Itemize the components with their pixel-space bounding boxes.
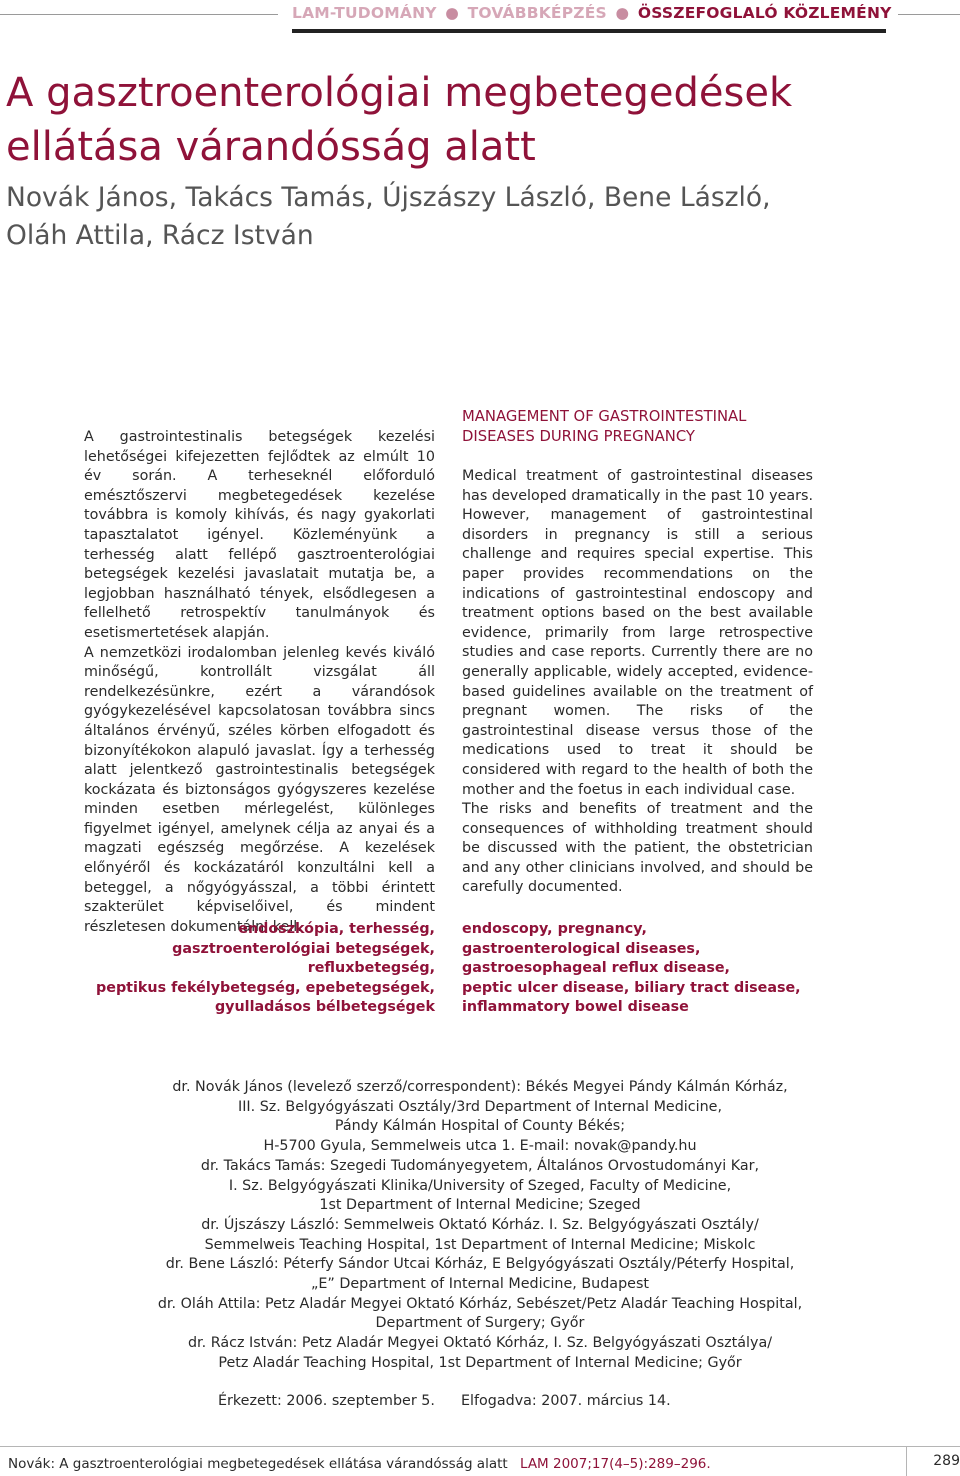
authors-line: Oláh Attila, Rácz István xyxy=(6,220,314,251)
affiliation-line: dr. Novák János (levelező szerző/correspondent): Békés Megyei Pándy Kálmán Kórház, xyxy=(172,1079,788,1095)
page-footer xyxy=(8,1456,711,1472)
affiliation-line: I. Sz. Belgyógyászati Klinika/University of Szeged, Faculty of Medicine, xyxy=(228,1177,732,1194)
header-underline xyxy=(292,29,886,33)
affiliation-line: dr. Takács Tamás: Szegedi Tudományegyetem, Általános Orvostudományi Kar, xyxy=(200,1157,760,1174)
affiliation-line: dr. Bene László: Péterfy Sándor Utcai Kórház, E Belgyógyászati Osztály/Péterfy Hospital, xyxy=(165,1256,795,1273)
abstract-en-paragraph: The risks and benefits of treatment and the consequences of withholding treatment should be discussed with the patient, the obstetrician and any other clinicians involved, and should be carefully documented. xyxy=(462,801,813,896)
english-title-line: DISEASES DURING PREGNANCY xyxy=(462,428,695,445)
keyword-line: peptikus fekélybetegség, epebetegségek, xyxy=(96,979,435,996)
page-number: 289 xyxy=(933,1453,960,1469)
header-rule-right xyxy=(898,14,960,15)
abstract-english-heading xyxy=(462,407,822,447)
affiliation-line: III. Sz. Belgyógyászati Osztály/3rd Department of Internal Medicine, xyxy=(237,1098,722,1115)
keyword-line: endoscopy, pregnancy, xyxy=(462,921,647,937)
affiliation-line: Semmelweis Teaching Hospital, 1st Department of Internal Medicine; Miskolc xyxy=(204,1236,756,1253)
english-title-line: MANAGEMENT OF GASTROINTESTINAL xyxy=(462,408,747,425)
keyword-line: gastroenterological diseases, xyxy=(462,940,701,957)
keywords-hungarian xyxy=(84,920,435,1018)
running-title: Novák: A gasztroenterológiai megbetegedések ellátása várandósság alatt xyxy=(8,1456,508,1472)
abstract-en-paragraph: Medical treatment of gastrointestinal diseases has developed dramatically in the past 10 years. However, management of gastrointestinal disorders in pregnancy is still a serious challenge and requires special expertise. This paper provides recommendations on the indications of gastrointestinal endoscopy and treatment options based on the best available evidence, primarily from large retrospective studies and case reports. Currently there are no generally applicable, widely accepted, evidence-based guidelines available on the treatment of pregnant women. The risks of the gastrointestinal disease versus those of the medications used to treat it should be considered with regard to the health of both the mother and the foetus in each individual case. xyxy=(462,468,813,798)
affiliation-line: Petz Aladár Teaching Hospital, 1st Department of Internal Medicine; Győr xyxy=(218,1354,742,1371)
affiliation-line: „E” Department of Internal Medicine, Budapest xyxy=(310,1276,649,1293)
abstract-hu-paragraph: A nemzetközi irodalomban jelenleg kevés kiváló minőségű, kontrollált vizsgálat áll rendelkezésünkre, ezért a várandósok gyógykezelésével kapcsolatosan továbbra sincs általános érvényű, széles körben elfogadott és bizonyítékokon alapuló javaslat. Így a terhesség alatt jelentkező gastrointestinalis betegségek kockázata és biztonságos gyógyszeres kezelése minden esetben mérlegelést, különleges figyelmet igényel, amelynek célja az anyai és a magzati egészség megőrzése. A kezelések előnyéről és kockázatáról konzultálni kell a beteggel, a nőgyógyásszal, a többi érintett szakterület képviselőivel, és mindent részletesen dokumentálni kell. xyxy=(84,644,435,935)
authors-line: Novák János, Takács Tamás, Újszászy László, Bene László, xyxy=(6,182,771,213)
title-line: A gasztroenterológiai megbetegedések xyxy=(6,70,793,116)
header-section-type: ÖSSZEFOGLALÓ KÖZLEMÉNY xyxy=(637,4,892,22)
article-title xyxy=(6,66,936,174)
accepted-date: Elfogadva: 2007. március 14. xyxy=(461,1393,671,1409)
affiliation-line: Pándy Kálmán Hospital of County Békés; xyxy=(334,1118,626,1135)
header-section-lam-tudomany: LAM-TUDOMÁNY xyxy=(292,4,437,22)
keyword-line: gyulladásos bélbetegségek xyxy=(214,999,435,1016)
affiliation-line: H-5700 Gyula, Semmelweis utca 1. E-mail: novak@pandy.hu xyxy=(263,1138,697,1155)
abstract-hu-paragraph: A gastrointestinalis betegségek kezelési lehetőségei kifejezetten fejlődtek az elmúlt 10 év során. A terheseknél előforduló emésztőszervi megbetegedések kezelése továbbra is komoly kihívás, és nagy gyakorlati tapasztalatot igényel. Közleményünk a terhesség alatt fellépő gasztroenterológiai betegségek kezelési javaslatait mutatja be, a legjobban használható tények, elsődlegesen a fellelhető retrospektív tanulmányok és esetismertetések alapján. xyxy=(84,429,435,641)
footer-rule xyxy=(0,1446,960,1447)
journal-citation: LAM 2007;17(4–5):289–296. xyxy=(519,1456,711,1472)
keyword-line: peptic ulcer disease, biliary tract disease, xyxy=(462,979,801,996)
affiliation-line: dr. Újszászy László: Semmelweis Oktató Kórház. I. Sz. Belgyógyászati Osztály/ xyxy=(201,1216,759,1233)
received-date: Érkezett: 2006. szeptember 5. xyxy=(218,1393,435,1409)
section-header xyxy=(292,4,892,26)
abstract-english xyxy=(462,467,813,898)
header-bullet: ● xyxy=(445,4,460,22)
keyword-line: endoszkópia, terhesség, xyxy=(238,921,435,937)
author-list xyxy=(6,179,936,255)
keyword-line: refluxbetegség, xyxy=(307,960,435,977)
title-line: ellátása várandósság alatt xyxy=(6,124,536,170)
header-rule-left xyxy=(0,14,278,15)
affiliation-line: dr. Rácz István: Petz Aladár Megyei Oktató Kórház, I. Sz. Belgyógyászati Osztálya/ xyxy=(187,1335,773,1352)
keyword-line: gastroesophageal reflux disease, xyxy=(462,960,730,977)
author-affiliations xyxy=(60,1078,900,1374)
header-section-tovabbkepzes: TOVÁBBKÉPZÉS xyxy=(467,4,607,22)
affiliation-line: Department of Surgery; Győr xyxy=(375,1315,585,1332)
affiliation-line: dr. Oláh Attila: Petz Aladár Megyei Oktató Kórház, Sebészet/Petz Aladár Teaching Hospital, xyxy=(157,1295,803,1312)
affiliation-line: 1st Department of Internal Medicine; Szeged xyxy=(319,1197,641,1214)
keyword-line: gasztroenterológiai betegségek, xyxy=(172,940,435,957)
keywords-english xyxy=(462,920,822,1018)
abstract-hungarian xyxy=(84,428,435,937)
keyword-line: inflammatory bowel disease xyxy=(462,999,689,1016)
page-number-divider xyxy=(906,1446,907,1476)
header-bullet: ● xyxy=(615,4,630,22)
